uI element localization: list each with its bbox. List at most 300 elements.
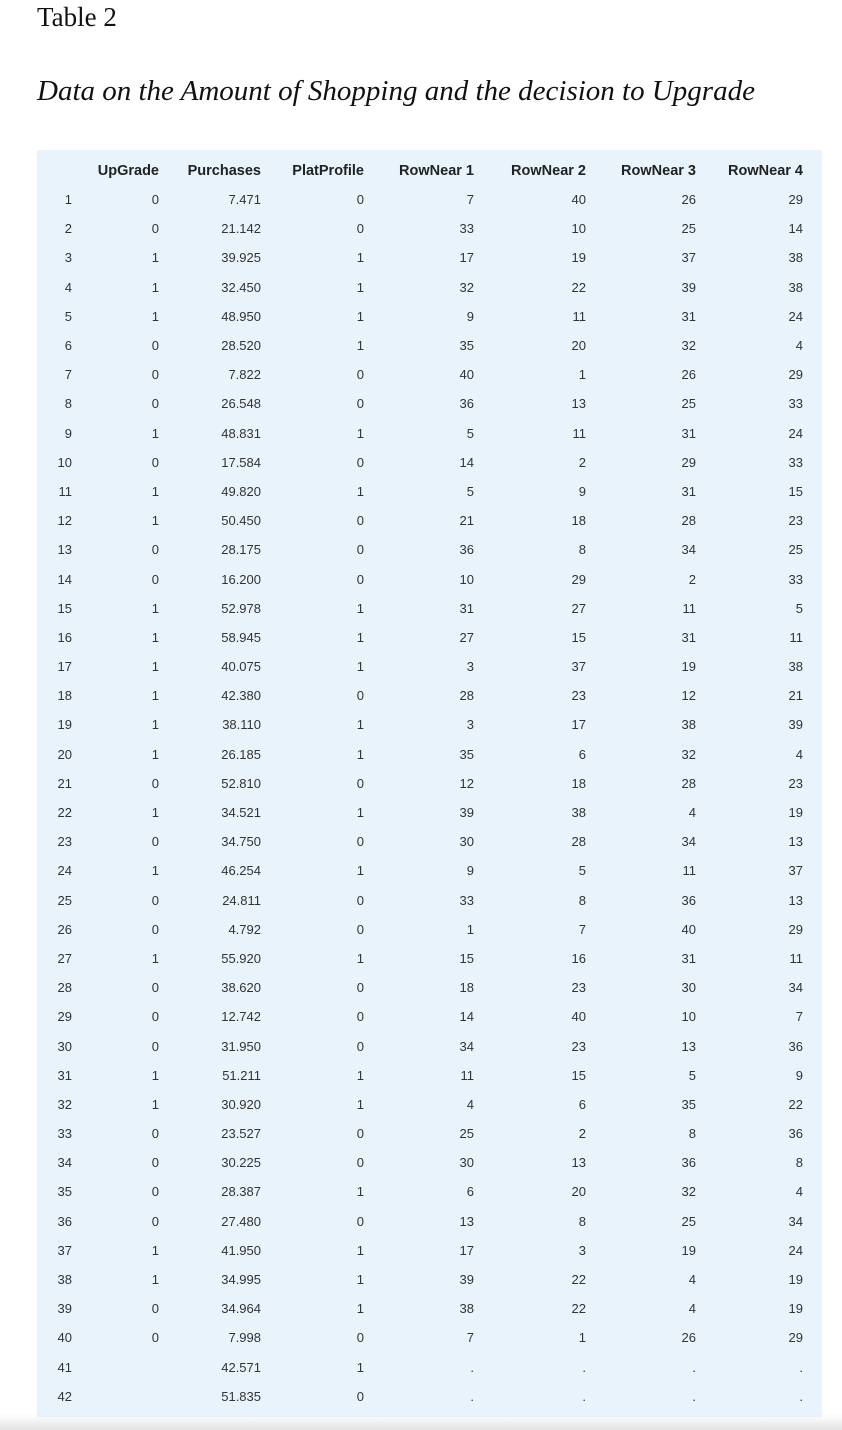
cell-rownear-3: 37: [681, 250, 696, 266]
column-header-purchases: Purchases: [187, 163, 261, 179]
cell-row-index: 13: [57, 542, 72, 558]
cell-rownear-1: 4: [466, 1096, 474, 1112]
cell-row-index: 5: [64, 308, 72, 324]
cell-rownear-2: 23: [571, 688, 586, 704]
cell-rownear-4: 4: [795, 1184, 803, 1200]
cell-purchases: 41.950: [221, 1242, 261, 1258]
cell-purchases: 27.480: [221, 1213, 261, 1229]
cell-purchases: 28.387: [221, 1184, 261, 1200]
cell-platprofile: 0: [356, 980, 364, 996]
cell-purchases: 28.520: [221, 338, 261, 354]
cell-purchases: 30.225: [221, 1155, 261, 1171]
cell-rownear-4: 14: [788, 221, 803, 237]
cell-rownear-2: 6: [578, 1096, 586, 1112]
cell-purchases: 34.964: [221, 1301, 261, 1317]
cell-purchases: 7.822: [228, 367, 261, 383]
cell-row-index: 12: [57, 513, 72, 529]
cell-rownear-1: 36: [459, 542, 474, 558]
cell-rownear-4: 5: [795, 600, 803, 616]
cell-purchases: 26.185: [221, 746, 261, 762]
cell-row-index: 33: [57, 1126, 72, 1142]
cell-rownear-2: 11: [572, 425, 586, 441]
cell-rownear-3: 29: [681, 454, 696, 470]
cell-row-index: 34: [57, 1155, 72, 1171]
cell-rownear-2: 5: [578, 863, 586, 879]
cell-platprofile: 0: [356, 513, 364, 529]
cell-upgrade: 0: [151, 542, 159, 558]
cell-upgrade: 0: [151, 1126, 159, 1142]
cell-platprofile: 1: [356, 717, 364, 733]
cell-upgrade: 0: [151, 1155, 159, 1171]
column-header-rownear-4: RowNear 4: [728, 163, 803, 179]
cell-rownear-2: 2: [578, 454, 586, 470]
cell-rownear-1: 21: [459, 513, 474, 529]
cell-platprofile: 0: [356, 1009, 364, 1025]
column-header-rownear-3: RowNear 3: [621, 163, 696, 179]
cell-upgrade: 0: [151, 1038, 159, 1054]
cell-rownear-3: 4: [688, 805, 696, 821]
cell-upgrade: 0: [151, 834, 159, 850]
cell-rownear-1: 17: [459, 1242, 474, 1258]
cell-row-index: 11: [58, 483, 72, 499]
data-table-panel: [37, 150, 822, 1417]
table-row: [37, 360, 803, 389]
table-row: [37, 419, 803, 448]
cell-upgrade: 1: [151, 746, 159, 762]
cell-rownear-4: 29: [788, 192, 803, 208]
cell-rownear-1: 5: [466, 425, 474, 441]
table-row: [37, 1294, 803, 1323]
cell-upgrade: 1: [151, 600, 159, 616]
cell-rownear-2: 17: [571, 717, 586, 733]
cell-row-index: 35: [57, 1184, 72, 1200]
cell-purchases: 30.920: [221, 1096, 261, 1112]
table-row: [37, 243, 803, 272]
cell-platprofile: 0: [356, 688, 364, 704]
cell-row-index: 25: [57, 892, 72, 908]
cell-platprofile: 1: [356, 308, 364, 324]
cell-upgrade: 0: [151, 367, 159, 383]
cell-upgrade: 0: [151, 192, 159, 208]
table-row: [37, 1002, 803, 1031]
table-row: [37, 886, 803, 915]
cell-rownear-4: 13: [788, 892, 803, 908]
cell-rownear-2: 1: [578, 367, 586, 383]
cell-platprofile: 0: [356, 1388, 364, 1404]
cell-row-index: 21: [57, 775, 72, 791]
cell-rownear-2: 18: [571, 513, 586, 529]
cell-platprofile: 0: [356, 192, 364, 208]
cell-purchases: 48.831: [221, 425, 261, 441]
cell-row-index: 22: [57, 805, 72, 821]
cell-row-index: 30: [57, 1038, 72, 1054]
cell-platprofile: 0: [356, 892, 364, 908]
cell-platprofile: 0: [356, 1038, 364, 1054]
cell-rownear-4: 23: [788, 775, 803, 791]
cell-row-index: 15: [57, 600, 72, 616]
cell-rownear-4: 11: [789, 950, 803, 966]
cell-upgrade: 1: [151, 1242, 159, 1258]
cell-rownear-3: 4: [688, 1301, 696, 1317]
cell-rownear-4: 29: [788, 1330, 803, 1346]
table-row: [37, 1090, 803, 1119]
cell-rownear-4: 11: [789, 629, 803, 645]
cell-platprofile: 0: [356, 1155, 364, 1171]
cell-platprofile: 0: [356, 1126, 364, 1142]
cell-upgrade: 0: [151, 980, 159, 996]
cell-purchases: 34.995: [221, 1272, 261, 1288]
cell-purchases: 48.950: [221, 308, 261, 324]
cell-rownear-2: 23: [571, 980, 586, 996]
cell-rownear-4: 23: [788, 513, 803, 529]
cell-rownear-3: 2: [688, 571, 696, 587]
cell-rownear-4: 15: [788, 483, 803, 499]
cell-upgrade: 0: [151, 221, 159, 237]
column-header-rownear-2: RowNear 2: [511, 163, 586, 179]
cell-rownear-3: 25: [681, 396, 696, 412]
cell-rownear-2: 18: [571, 775, 586, 791]
cell-platprofile: 0: [356, 834, 364, 850]
cell-rownear-1: 35: [459, 746, 474, 762]
cell-rownear-3: 32: [681, 746, 696, 762]
cell-row-index: 32: [57, 1096, 72, 1112]
table-row: [37, 681, 803, 710]
cell-row-index: 42: [57, 1388, 72, 1404]
cell-rownear-1: 27: [459, 629, 474, 645]
cell-rownear-1: 38: [459, 1301, 474, 1317]
cell-rownear-3: 12: [681, 688, 696, 704]
table-row: [37, 477, 803, 506]
cell-rownear-1: 18: [459, 980, 474, 996]
table-row: [37, 1236, 803, 1265]
cell-rownear-4: 34: [788, 980, 803, 996]
table-row: [37, 652, 803, 681]
cell-rownear-2: 8: [578, 542, 586, 558]
cell-rownear-2: .: [582, 1388, 586, 1404]
cell-row-index: 38: [57, 1272, 72, 1288]
cell-platprofile: 1: [356, 425, 364, 441]
cell-rownear-4: 24: [788, 1242, 803, 1258]
table-row: [37, 740, 803, 769]
table-row: [37, 1323, 803, 1352]
cell-rownear-3: 28: [681, 513, 696, 529]
table-subtitle: Data on the Amount of Shopping and the decision to Upgrade: [37, 75, 755, 107]
cell-rownear-2: 3: [578, 1242, 586, 1258]
cell-upgrade: 0: [151, 921, 159, 937]
cell-purchases: 58.945: [221, 629, 261, 645]
cell-platprofile: 1: [356, 338, 364, 354]
cell-platprofile: 0: [356, 1330, 364, 1346]
cell-rownear-1: 3: [466, 659, 474, 675]
table-row: [37, 448, 803, 477]
cell-platprofile: 0: [356, 921, 364, 937]
cell-rownear-1: 32: [459, 279, 474, 295]
cell-rownear-3: 34: [681, 834, 696, 850]
table-row: [37, 273, 803, 302]
cell-rownear-3: 19: [681, 659, 696, 675]
cell-row-index: 20: [57, 746, 72, 762]
cell-rownear-4: 19: [788, 1301, 803, 1317]
cell-rownear-1: 13: [459, 1213, 474, 1229]
cell-upgrade: 0: [151, 1009, 159, 1025]
cell-upgrade: 1: [151, 805, 159, 821]
cell-purchases: 7.998: [228, 1330, 261, 1346]
cell-rownear-4: 36: [788, 1038, 803, 1054]
cell-rownear-4: 24: [788, 308, 803, 324]
cell-platprofile: 1: [356, 805, 364, 821]
table-row: [37, 564, 803, 593]
cell-platprofile: 0: [356, 367, 364, 383]
cell-rownear-1: 35: [459, 338, 474, 354]
cell-purchases: 52.978: [221, 600, 261, 616]
cell-rownear-3: 4: [688, 1272, 696, 1288]
cell-purchases: 23.527: [221, 1126, 261, 1142]
cell-rownear-4: 24: [788, 425, 803, 441]
cell-row-index: 2: [64, 221, 72, 237]
cell-rownear-3: 5: [688, 1067, 696, 1083]
cell-rownear-2: 40: [571, 192, 586, 208]
cell-upgrade: 1: [151, 1067, 159, 1083]
cell-platprofile: 1: [356, 1096, 364, 1112]
cell-row-index: 16: [57, 629, 72, 645]
cell-platprofile: 0: [356, 775, 364, 791]
cell-rownear-1: 39: [459, 805, 474, 821]
cell-rownear-3: 38: [681, 717, 696, 733]
cell-rownear-3: 31: [681, 950, 696, 966]
cell-rownear-2: 1: [578, 1330, 586, 1346]
cell-upgrade: 0: [151, 338, 159, 354]
table-row: [37, 331, 803, 360]
cell-rownear-2: 7: [578, 921, 586, 937]
column-header-platprofile: PlatProfile: [292, 163, 364, 179]
cell-rownear-4: 25: [788, 542, 803, 558]
cell-rownear-3: 36: [681, 892, 696, 908]
cell-platprofile: 1: [356, 1301, 364, 1317]
cell-row-index: 31: [57, 1067, 72, 1083]
cell-row-index: 23: [57, 834, 72, 850]
cell-rownear-3: 31: [681, 308, 696, 324]
cell-rownear-3: 11: [682, 600, 696, 616]
cell-rownear-4: 19: [788, 1272, 803, 1288]
column-header-index: [37, 157, 72, 185]
cell-rownear-2: 13: [571, 1155, 586, 1171]
cell-upgrade: 1: [151, 483, 159, 499]
cell-rownear-3: 25: [681, 1213, 696, 1229]
cell-rownear-4: 38: [788, 250, 803, 266]
cell-rownear-4: 4: [795, 338, 803, 354]
cell-upgrade: 1: [151, 425, 159, 441]
table-row: [37, 944, 803, 973]
cell-row-index: 4: [64, 279, 72, 295]
cell-rownear-4: 19: [788, 805, 803, 821]
cell-rownear-2: 8: [578, 892, 586, 908]
cell-rownear-4: 22: [788, 1096, 803, 1112]
cell-upgrade: 0: [151, 1184, 159, 1200]
cell-upgrade: 1: [151, 513, 159, 529]
cell-upgrade: 0: [151, 396, 159, 412]
cell-rownear-4: 33: [788, 396, 803, 412]
table-row: [37, 302, 803, 331]
cell-platprofile: 0: [356, 221, 364, 237]
table-row: [37, 623, 803, 652]
cell-purchases: 46.254: [221, 863, 261, 879]
cell-upgrade: 0: [151, 1301, 159, 1317]
cell-rownear-4: 37: [788, 863, 803, 879]
cell-platprofile: 0: [356, 571, 364, 587]
cell-platprofile: 1: [356, 863, 364, 879]
cell-rownear-1: 17: [459, 250, 474, 266]
column-header-rownear-1: RowNear 1: [399, 163, 474, 179]
table-row: [37, 1353, 803, 1382]
cell-platprofile: 1: [356, 1184, 364, 1200]
table-heading: Table 2: [37, 2, 117, 32]
cell-rownear-1: 12: [459, 775, 474, 791]
column-header-upgrade: UpGrade: [97, 163, 159, 179]
cell-rownear-4: 13: [788, 834, 803, 850]
cell-rownear-3: 26: [681, 367, 696, 383]
cell-rownear-4: 29: [788, 921, 803, 937]
cell-rownear-3: 11: [682, 863, 696, 879]
cell-purchases: 26.548: [221, 396, 261, 412]
cell-platprofile: 1: [356, 1359, 364, 1375]
cell-purchases: 42.380: [221, 688, 261, 704]
cell-rownear-3: 26: [681, 1330, 696, 1346]
cell-rownear-3: 19: [681, 1242, 696, 1258]
cell-platprofile: 1: [356, 659, 364, 675]
cell-upgrade: [72, 1382, 159, 1411]
cell-upgrade: 1: [151, 308, 159, 324]
cell-rownear-3: 28: [681, 775, 696, 791]
cell-purchases: 38.110: [222, 717, 261, 733]
cell-rownear-4: 8: [795, 1155, 803, 1171]
cell-upgrade: 1: [151, 1272, 159, 1288]
cell-rownear-3: .: [692, 1359, 696, 1375]
cell-upgrade: 0: [151, 1330, 159, 1346]
cell-rownear-1: 7: [466, 192, 474, 208]
cell-purchases: 50.450: [221, 513, 261, 529]
cell-upgrade: 1: [151, 950, 159, 966]
table-row: [37, 710, 803, 739]
cell-rownear-4: 36: [788, 1126, 803, 1142]
table-row: [37, 827, 803, 856]
cell-rownear-2: 22: [571, 279, 586, 295]
cell-platprofile: 0: [356, 1213, 364, 1229]
cell-row-index: 26: [57, 921, 72, 937]
cell-rownear-2: 2: [578, 1126, 586, 1142]
table-row: [37, 1119, 803, 1148]
cell-row-index: 24: [57, 863, 72, 879]
cell-rownear-1: 28: [459, 688, 474, 704]
cell-rownear-1: 9: [466, 863, 474, 879]
cell-rownear-4: 9: [795, 1067, 803, 1083]
cell-rownear-1: 34: [459, 1038, 474, 1054]
cell-rownear-1: 6: [466, 1184, 474, 1200]
cell-rownear-1: 31: [459, 600, 474, 616]
cell-rownear-2: 8: [578, 1213, 586, 1229]
cell-row-index: 28: [57, 980, 72, 996]
table-row: [37, 506, 803, 535]
table-row: [37, 389, 803, 418]
cell-row-index: 29: [57, 1009, 72, 1025]
cell-upgrade: 1: [151, 1096, 159, 1112]
cell-purchases: 17.584: [221, 454, 261, 470]
cell-rownear-2: 27: [571, 600, 586, 616]
cell-rownear-1: 30: [459, 1155, 474, 1171]
cell-rownear-2: 16: [571, 950, 586, 966]
cell-rownear-2: 13: [571, 396, 586, 412]
cell-row-index: 27: [57, 950, 72, 966]
cell-rownear-3: 32: [681, 1184, 696, 1200]
cell-platprofile: 1: [356, 600, 364, 616]
cell-row-index: 17: [57, 659, 72, 675]
cell-rownear-3: 31: [681, 629, 696, 645]
cell-rownear-3: .: [692, 1388, 696, 1404]
cell-platprofile: 1: [356, 250, 364, 266]
cell-purchases: 12.742: [221, 1009, 261, 1025]
cell-rownear-1: 30: [459, 834, 474, 850]
cell-purchases: 24.811: [222, 892, 261, 908]
table-row: [37, 856, 803, 885]
cell-upgrade: 1: [151, 717, 159, 733]
cell-purchases: 51.835: [221, 1388, 261, 1404]
cell-rownear-3: 26: [681, 192, 696, 208]
cell-purchases: 34.521: [221, 805, 261, 821]
cell-purchases: 28.175: [221, 542, 261, 558]
cell-rownear-2: 28: [571, 834, 586, 850]
cell-purchases: 31.950: [221, 1038, 261, 1054]
cell-rownear-1: 10: [459, 571, 474, 587]
table-row: [37, 798, 803, 827]
cell-row-index: 8: [64, 396, 72, 412]
cell-row-index: 39: [57, 1301, 72, 1317]
cell-rownear-2: 10: [571, 221, 586, 237]
table-row: [37, 769, 803, 798]
cell-upgrade: 0: [151, 892, 159, 908]
table-row: [37, 1177, 803, 1206]
cell-platprofile: 1: [356, 1272, 364, 1288]
cell-rownear-2: 37: [571, 659, 586, 675]
table-row: [37, 594, 803, 623]
cell-purchases: 40.075: [221, 659, 261, 675]
cell-rownear-4: .: [799, 1359, 803, 1375]
cell-rownear-2: 9: [578, 483, 586, 499]
cell-upgrade: 0: [151, 571, 159, 587]
cell-purchases: 52.810: [221, 775, 261, 791]
cell-row-index: 10: [57, 454, 72, 470]
cell-rownear-3: 40: [681, 921, 696, 937]
cell-rownear-4: 38: [788, 659, 803, 675]
cell-upgrade: [72, 1353, 159, 1382]
cell-upgrade: 1: [151, 863, 159, 879]
cell-rownear-1: .: [470, 1388, 474, 1404]
table-header-row: [37, 157, 803, 185]
cell-purchases: 49.820: [221, 483, 261, 499]
cell-row-index: 41: [57, 1359, 72, 1375]
cell-rownear-2: 22: [571, 1301, 586, 1317]
cell-rownear-4: 33: [788, 454, 803, 470]
cell-rownear-2: 23: [571, 1038, 586, 1054]
cell-rownear-3: 30: [681, 980, 696, 996]
cell-rownear-4: .: [799, 1388, 803, 1404]
cell-rownear-3: 36: [681, 1155, 696, 1171]
table-body: [37, 185, 803, 1411]
cell-rownear-1: 39: [459, 1272, 474, 1288]
cell-rownear-1: 25: [459, 1126, 474, 1142]
cell-row-index: 19: [57, 717, 72, 733]
cell-purchases: 4.792: [228, 921, 261, 937]
cell-rownear-1: 5: [466, 483, 474, 499]
cell-rownear-4: 4: [795, 746, 803, 762]
